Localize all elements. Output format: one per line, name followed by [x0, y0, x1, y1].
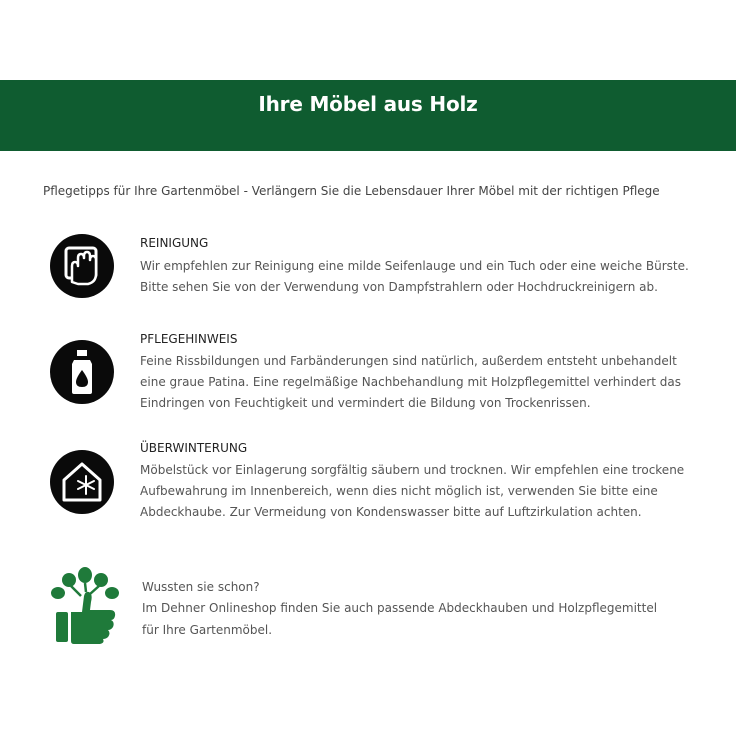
tip-heading: Wussten sie schon? [142, 580, 260, 594]
section-title: PFLEGEHINWEIS [140, 332, 238, 346]
page-title: Ihre Möbel aus Holz [258, 92, 478, 116]
section-text-line: Aufbewahrung im Innenbereich, wenn dies nicht möglich ist, verwenden Sie bitte eine [140, 484, 658, 498]
section-text-line: Möbelstück vor Einlagerung sorgfältig säubern und trocknen. Wir empfehlen eine trockene [140, 463, 685, 477]
header-banner [0, 80, 736, 151]
section-text-line: Wir empfehlen zur Reinigung eine milde Seifenlauge und ein Tuch oder eine weiche Bürste. [140, 259, 689, 273]
tip-text-line: Im Dehner Onlineshop finden Sie auch passende Abdeckhauben und Holzpflegemittel [142, 601, 658, 615]
cleaning-hand-cloth-icon [50, 234, 114, 298]
intro-text: Pflegetipps für Ihre Gartenmöbel - Verlängern Sie die Lebensdauer Ihrer Möbel mit der richtigen Pflege [43, 184, 660, 198]
section-text-line: eine graue Patina. Eine regelmäßige Nachbehandlung mit Holzpflegemittel verhindert das [140, 375, 681, 389]
section-text-line: Bitte sehen Sie von der Verwendung von Dampfstrahlern oder Hochdruckreinigern ab. [140, 280, 658, 294]
house-snowflake-icon [50, 450, 114, 514]
section-text-line: Eindringen von Feuchtigkeit und vermindert die Bildung von Trockenrissen. [140, 396, 591, 410]
section-title: REINIGUNG [140, 236, 209, 250]
section-title: ÜBERWINTERUNG [140, 441, 248, 455]
tip-text-line: für Ihre Gartenmöbel. [142, 623, 273, 637]
section-text-line: Feine Rissbildungen und Farbänderungen sind natürlich, außerdem entsteht unbehandelt [140, 354, 677, 368]
care-bottle-icon [50, 340, 114, 404]
thumbs-up-tree-icon [48, 566, 122, 646]
section-text-line: Abdeckhaube. Zur Vermeidung von Kondenswasser bitte auf Luftzirkulation achten. [140, 505, 642, 519]
